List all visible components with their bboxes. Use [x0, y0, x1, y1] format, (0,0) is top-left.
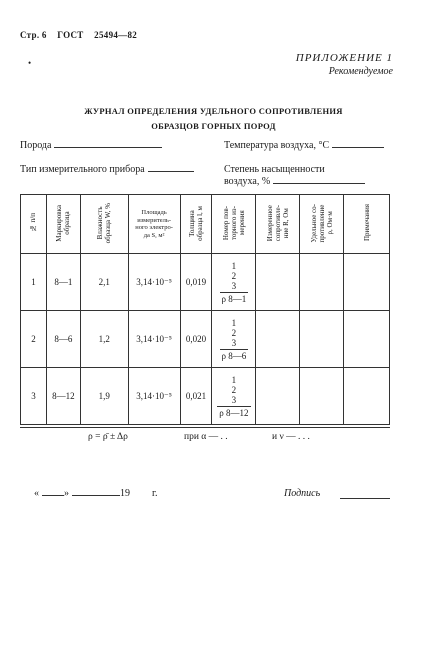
standard-label: ГОСТ [57, 30, 84, 40]
signature-line[interactable] [340, 498, 390, 499]
cell-thickness: 0,021 [180, 368, 212, 425]
formula-nu: и ν — . . . [272, 432, 310, 442]
device-line[interactable] [148, 171, 194, 172]
col-specific: Удельное со- противление ρ, Ом·м [300, 195, 344, 254]
cell-area: 3,14·10⁻⁵ [128, 254, 180, 311]
temp-line[interactable] [332, 147, 384, 148]
page-header [20, 30, 145, 40]
month-line[interactable] [72, 495, 120, 496]
formula-alpha: при α — . . [184, 432, 228, 442]
cell-resistance[interactable] [256, 311, 300, 368]
cell-notes[interactable] [344, 311, 390, 368]
appendix-label [296, 52, 393, 77]
date-field [34, 488, 157, 499]
page-number: Стр. 6 [20, 30, 47, 40]
cell-humidity: 1,9 [80, 368, 128, 425]
temp-field [224, 140, 384, 151]
device-field [20, 164, 194, 175]
cell-measurements: 1 2 3 ρ 8—6 [212, 311, 256, 368]
col-humidity: Влажность образца W, % [80, 195, 128, 254]
col-notes: Примечания [344, 195, 390, 254]
year-prefix: 19 [120, 488, 130, 499]
rock-line[interactable] [54, 147, 162, 148]
cell-specific[interactable] [300, 368, 344, 425]
year-suffix: г. [152, 488, 158, 499]
device-label: Тип измерительного прибора [20, 164, 145, 175]
journal-table [20, 194, 390, 425]
cell-area: 3,14·10⁻⁵ [128, 368, 180, 425]
journal-title [0, 104, 427, 134]
signature-label: Подпись [284, 488, 321, 499]
date-close-quote: » [64, 488, 69, 499]
col-thickness: Толщина образца l, м [180, 195, 212, 254]
cell-marking: 8—6 [46, 311, 80, 368]
bullet-mark: • [28, 58, 32, 68]
col-marking: Маркировка образца [46, 195, 80, 254]
table-row [21, 311, 390, 368]
appendix-title: ПРИЛОЖЕНИЕ 1 [295, 52, 393, 64]
col-electrode: Номер пов- торного из- мерения [212, 195, 256, 254]
cell-notes[interactable] [344, 254, 390, 311]
formula: ρ = ρ̄ ± Δρ [88, 432, 128, 442]
cell-specific[interactable] [300, 311, 344, 368]
table-row [21, 254, 390, 311]
table-row [21, 368, 390, 425]
cell-area: 3,14·10⁻⁵ [128, 311, 180, 368]
col-resistance: Измеренное сопротивле- ние R, Ом [256, 195, 300, 254]
cell-resistance[interactable] [256, 368, 300, 425]
table-bottom-rule [20, 427, 390, 428]
cell-thickness: 0,019 [180, 254, 212, 311]
cell-num: 3 [21, 368, 47, 425]
cell-thickness: 0,020 [180, 311, 212, 368]
cell-measurements: 1 2 3 ρ 8—1 [212, 254, 256, 311]
rock-label: Порода [20, 140, 52, 151]
cell-resistance[interactable] [256, 254, 300, 311]
saturation-label-1: Степень насыщенности [224, 164, 325, 175]
col-area: Площадь измеритель- ного электро- да S, м² [128, 195, 180, 254]
cell-measurements: 1 2 3 ρ 8—12 [212, 368, 256, 425]
table-header-row [21, 195, 390, 254]
appendix-subtitle: Рекомендуемое [328, 66, 393, 77]
date-open-quote: « [34, 488, 39, 499]
cell-notes[interactable] [344, 368, 390, 425]
cell-num: 1 [21, 254, 47, 311]
temp-label: Температура воздуха, °С [224, 140, 330, 151]
cell-humidity: 2,1 [80, 254, 128, 311]
rock-field [20, 140, 162, 151]
saturation-line[interactable] [273, 183, 365, 184]
day-line[interactable] [42, 495, 64, 496]
cell-marking: 8—12 [46, 368, 80, 425]
cell-humidity: 1,2 [80, 311, 128, 368]
standard-number: 25494—82 [94, 30, 138, 40]
journal-title-line2: ОБРАЗЦОВ ГОРНЫХ ПОРОД [151, 121, 276, 131]
saturation-label-2: воздуха, % [224, 176, 271, 187]
cell-num: 2 [21, 311, 47, 368]
saturation-field [224, 164, 365, 188]
col-number: № п/п [21, 195, 47, 254]
cell-specific[interactable] [300, 254, 344, 311]
journal-title-line1: ЖУРНАЛ ОПРЕДЕЛЕНИЯ УДЕЛЬНОГО СОПРОТИВЛЕНИЯ [84, 106, 343, 116]
cell-marking: 8—1 [46, 254, 80, 311]
